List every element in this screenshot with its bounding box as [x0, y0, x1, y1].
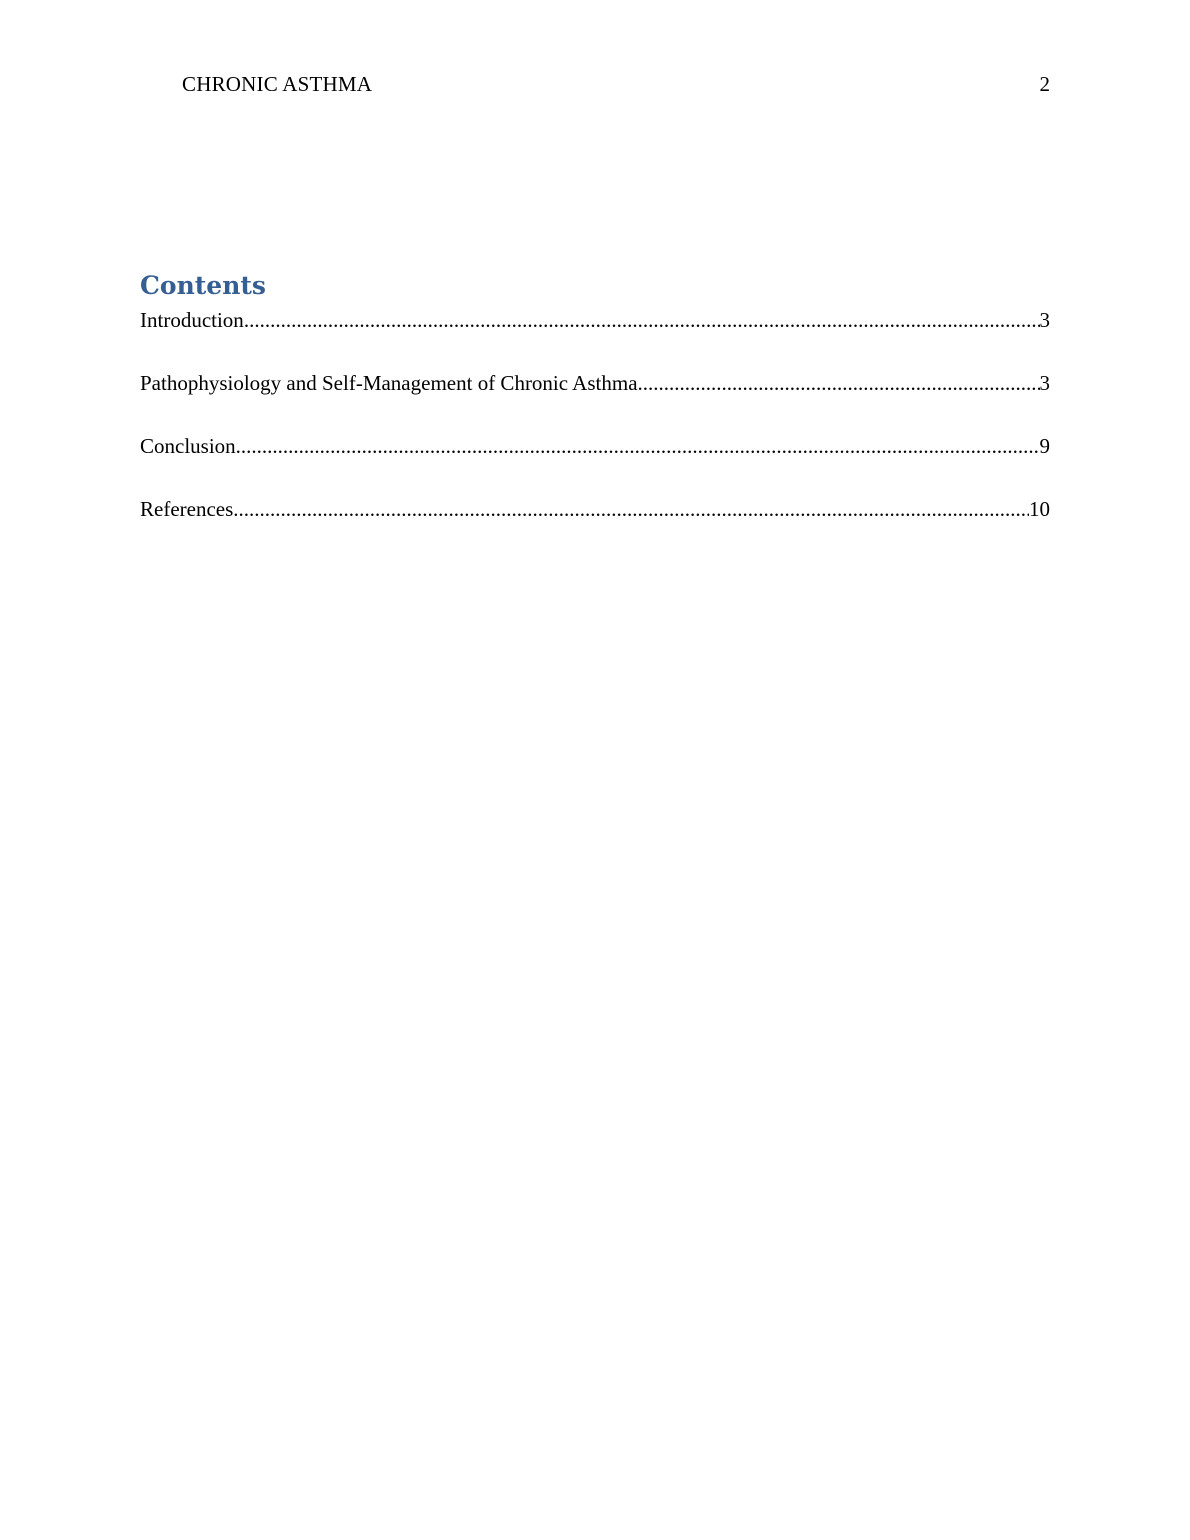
toc-entry-conclusion[interactable]: [140, 431, 1050, 461]
page-number: 2: [1039, 72, 1050, 96]
toc-heading: Contents: [140, 271, 267, 300]
toc-dot-leader: [236, 431, 1040, 461]
toc-entry-references[interactable]: [140, 494, 1050, 524]
toc-entry-page: 9: [1039, 434, 1050, 458]
toc-entry-introduction[interactable]: [140, 305, 1050, 335]
running-head: CHRONIC ASTHMA: [182, 72, 373, 96]
toc-dot-leader: [638, 368, 1040, 398]
toc-entry-page: 3: [1039, 308, 1050, 332]
toc-dot-leader: [233, 494, 1029, 524]
toc-entry-page: 3: [1039, 371, 1050, 395]
table-of-contents: [140, 268, 1050, 557]
toc-dot-leader: [244, 305, 1040, 335]
toc-entry-pathophysiology[interactable]: [140, 368, 1050, 398]
toc-entry-title: Introduction: [140, 308, 244, 332]
toc-entry-title: Conclusion: [140, 434, 236, 458]
toc-entry-title: References: [140, 497, 234, 521]
toc-entry-title: Pathophysiology and Self-Management of Chronic Asthma: [140, 371, 638, 395]
toc-entry-page: 10: [1029, 497, 1050, 521]
